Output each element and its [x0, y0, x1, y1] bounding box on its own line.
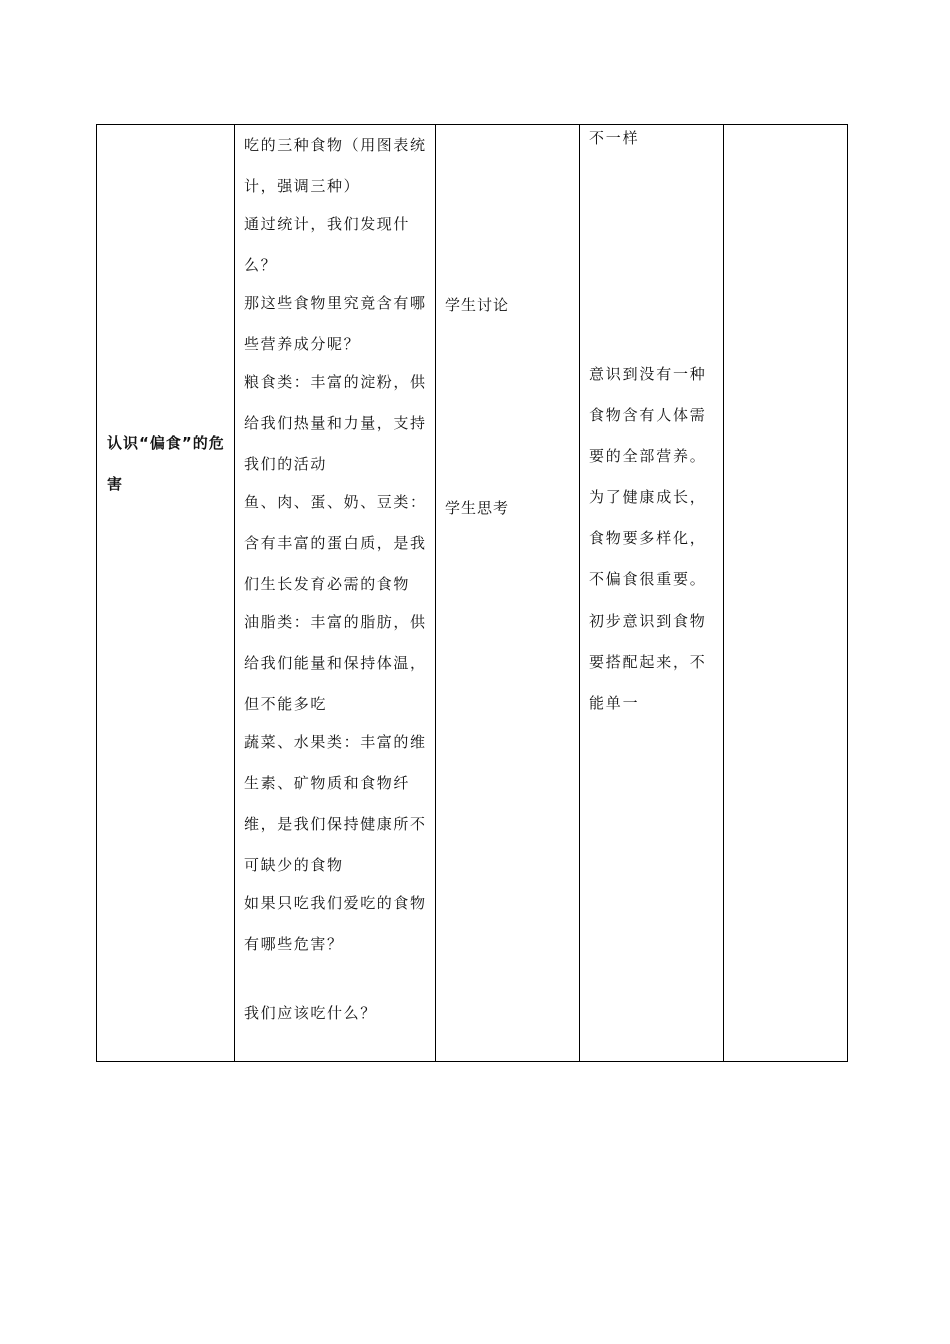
- content-paragraph: 我们应该吃什么？: [244, 1004, 377, 1022]
- content-paragraph: 蔬菜、水果类：丰富的维生素、矿物质和食物纤维，是我们保持健康所不可缺少的食物: [244, 733, 427, 874]
- intent-text: 不一样: [589, 129, 640, 147]
- content-paragraph: 油脂类：丰富的脂肪，供给我们能量和保持体温，但不能多吃: [244, 613, 427, 713]
- content-paragraph: 粮食类：丰富的淀粉，供给我们热量和力量，支持我们的活动: [244, 373, 427, 473]
- content-paragraph: 那这些食物里究竟含有哪些营养成分呢？: [244, 294, 427, 353]
- design-intent-cell: [580, 125, 724, 1062]
- activity-discuss: 学生讨论: [445, 296, 510, 314]
- content-paragraph: 吃的三种食物（用图表统计，强调三种）: [244, 136, 427, 195]
- teaching-content: [244, 125, 429, 1034]
- content-paragraph: 鱼、肉、蛋、奶、豆类：含有丰富的蛋白质，是我们生长发育必需的食物: [244, 493, 427, 593]
- content-paragraph: 如果只吃我们爱吃的食物有哪些危害？: [244, 894, 427, 953]
- intent-text: 意识到没有一种食物含有人体需要的全部营养。: [589, 365, 707, 465]
- intent-text: 为了健康成长，食物要多样化，不偏食很重要。: [589, 488, 707, 588]
- stage-title: 认识“偏食”的危害: [107, 434, 225, 493]
- teaching-content-cell: [235, 125, 436, 1062]
- lesson-plan-table: [96, 124, 848, 1062]
- stage-cell: [97, 125, 235, 1062]
- content-paragraph: 通过统计，我们发现什么？: [244, 215, 411, 274]
- spacer: [244, 965, 429, 993]
- remarks-cell: [724, 125, 848, 1062]
- activity-think: 学生思考: [445, 499, 510, 517]
- intent-text: 初步意识到食物要搭配起来，不能单一: [589, 612, 707, 712]
- student-activity-cell: [436, 125, 580, 1062]
- table-row: [97, 125, 848, 1062]
